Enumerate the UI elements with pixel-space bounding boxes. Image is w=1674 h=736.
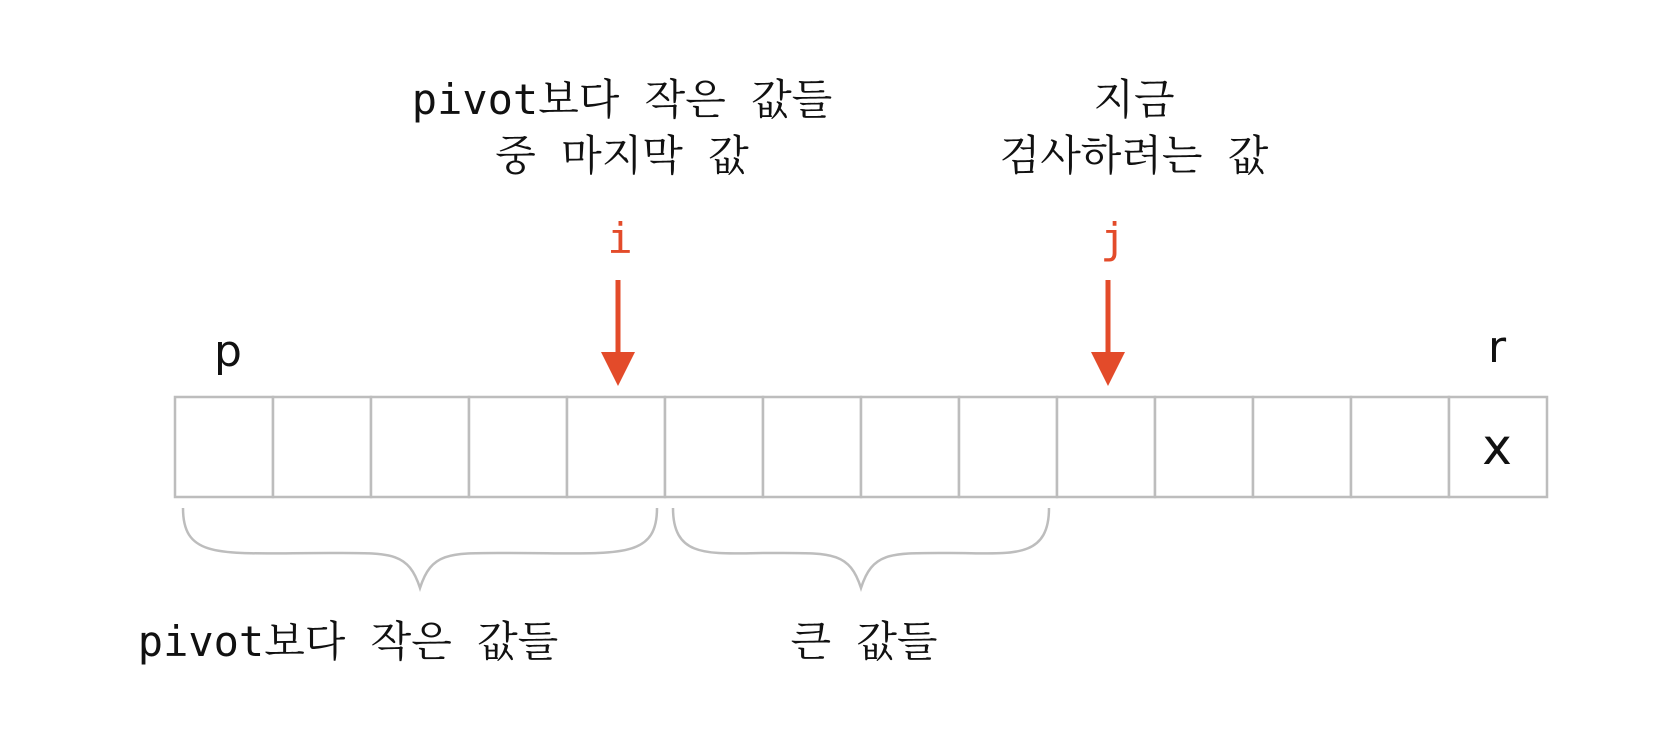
pointer-i-arrow-head xyxy=(601,352,635,386)
bound-p-label: p xyxy=(214,326,242,377)
array-cell-9 xyxy=(1057,397,1155,497)
array-cell-4 xyxy=(567,397,665,497)
j-description xyxy=(1000,72,1269,184)
pointer-j-label: j xyxy=(1100,214,1126,263)
smaller-range-brace xyxy=(183,508,657,588)
array-cell-1 xyxy=(273,397,371,497)
array-cells xyxy=(175,397,1547,497)
pointer-i-label: i xyxy=(607,214,633,263)
smaller-group-caption: pivot보다 작은 값들 xyxy=(137,617,559,666)
i-description xyxy=(412,72,832,184)
array-cell-11 xyxy=(1253,397,1351,497)
array-cell-0 xyxy=(175,397,273,497)
i-description-line-1: pivot보다 작은 값들 xyxy=(411,75,833,124)
array-cell-7 xyxy=(861,397,959,497)
array-cell-5 xyxy=(665,397,763,497)
bound-r-label: r xyxy=(1487,322,1507,373)
array-cell-2 xyxy=(371,397,469,497)
i-description-line-2: 중 마지막 값 xyxy=(495,131,749,180)
pointer-arrows xyxy=(601,280,1125,386)
j-description-line-2: 검사하려는 값 xyxy=(999,131,1269,180)
array-cell-10 xyxy=(1155,397,1253,497)
array-cell-12 xyxy=(1351,397,1449,497)
j-description-line-1: 지금 xyxy=(1093,75,1175,124)
larger-range-brace xyxy=(673,508,1049,588)
array-cell-6 xyxy=(763,397,861,497)
array-cell-8 xyxy=(959,397,1057,497)
range-braces xyxy=(183,508,1049,588)
array-cell-3 xyxy=(469,397,567,497)
pivot-cell-text: x xyxy=(1482,418,1512,476)
larger-group-caption: 큰 값들 xyxy=(790,617,938,666)
pointer-j-arrow-head xyxy=(1091,352,1125,386)
